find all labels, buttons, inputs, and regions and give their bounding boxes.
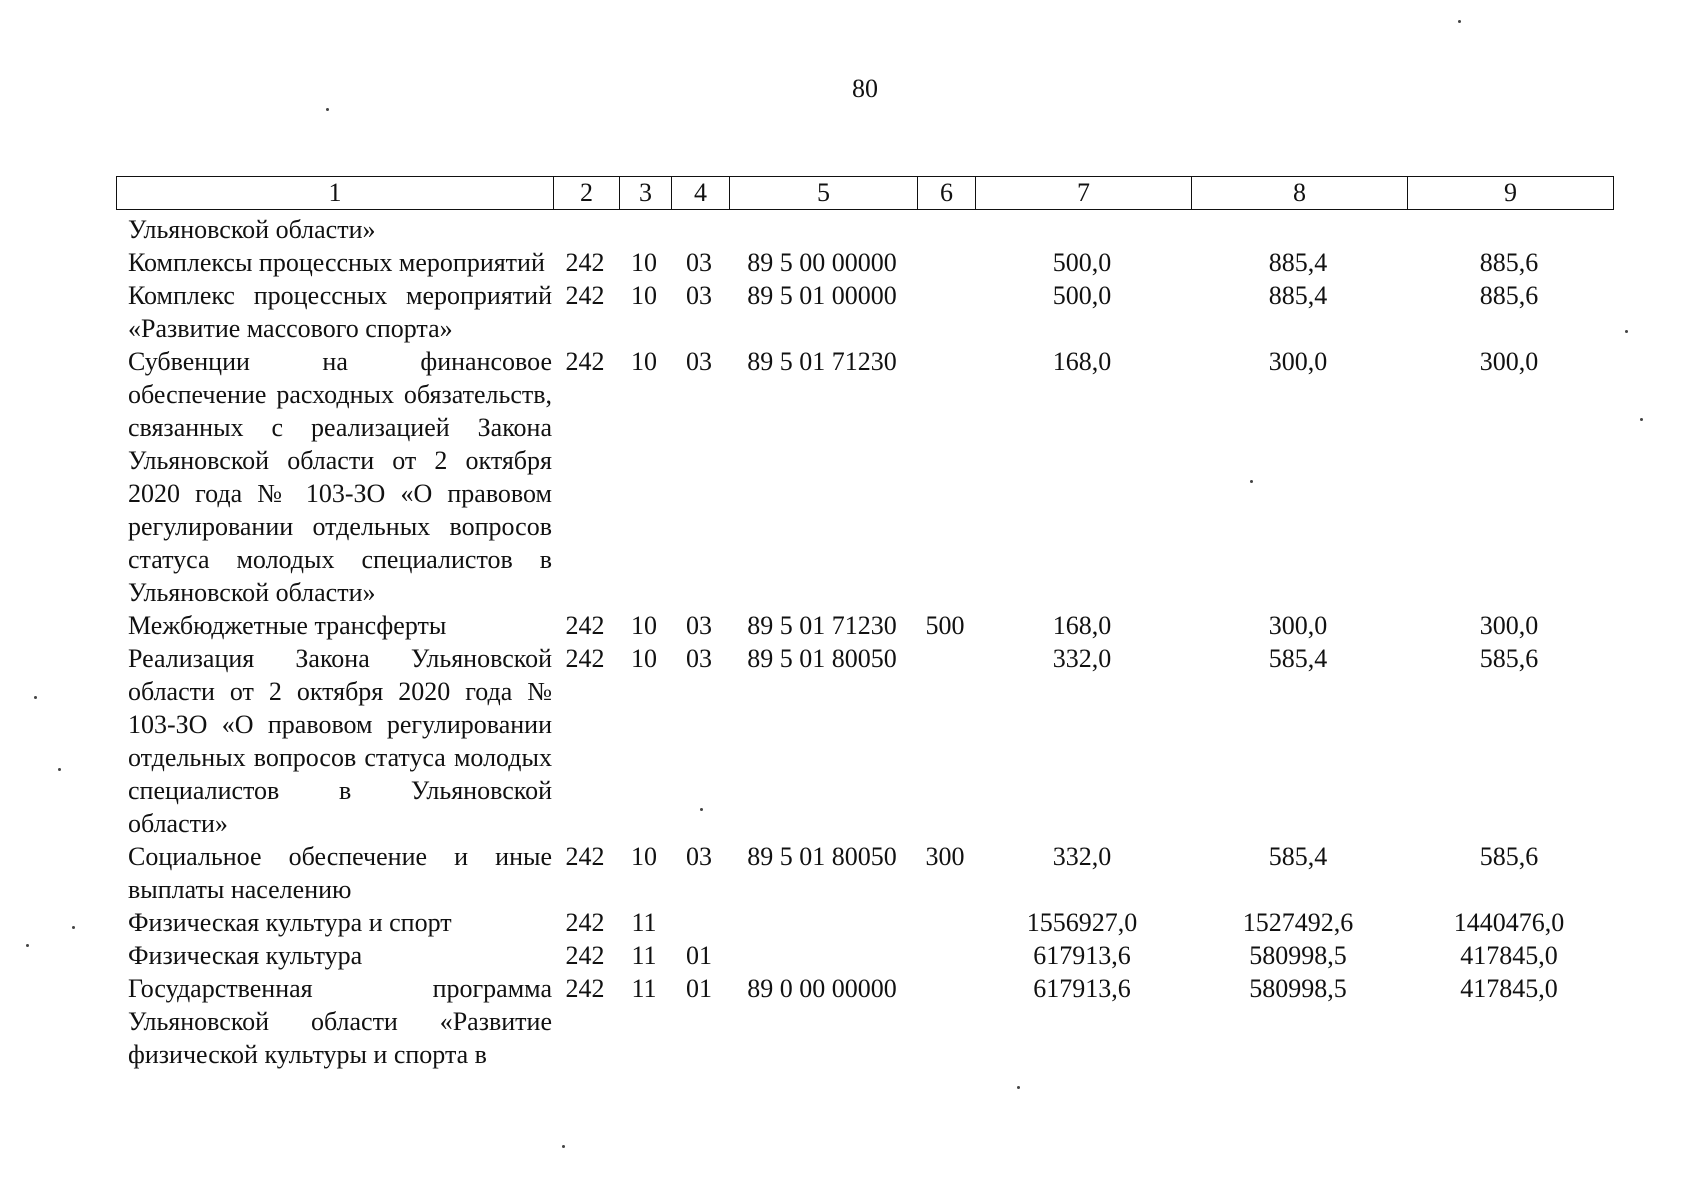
table-row bbox=[116, 642, 1612, 840]
col-9-value: 300,0 bbox=[1479, 611, 1539, 640]
col-3-value: 11 bbox=[631, 974, 657, 1003]
scan-speck bbox=[1250, 480, 1253, 483]
header-col-4: 4 bbox=[671, 177, 729, 209]
col-5-value bbox=[728, 906, 916, 939]
col-8-value: 300,0 bbox=[1268, 611, 1328, 640]
header-col-8: 8 bbox=[1191, 177, 1407, 209]
table-row bbox=[116, 906, 1612, 939]
table-row bbox=[116, 213, 1612, 246]
col-2-value: 242 bbox=[565, 347, 605, 376]
col-7-value: 332,0 bbox=[1052, 842, 1112, 871]
row-name: Комплекс процессных мероприятий «Развитие массового спорта» bbox=[128, 281, 552, 343]
col-5-value bbox=[728, 939, 916, 972]
col-7-value: 500,0 bbox=[1052, 281, 1112, 310]
col-8-value: 580998,5 bbox=[1249, 974, 1347, 1003]
col-4-value: 03 bbox=[686, 347, 712, 376]
col-9-value bbox=[1406, 213, 1612, 246]
row-name: Комплексы процессных мероприятий bbox=[128, 248, 545, 277]
col-8-value: 300,0 bbox=[1268, 347, 1328, 376]
header-col-6: 6 bbox=[917, 177, 975, 209]
header-col-1: 1 bbox=[328, 178, 342, 207]
col-6-value: 500 bbox=[925, 611, 965, 640]
col-7-value: 168,0 bbox=[1052, 611, 1112, 640]
table-row bbox=[116, 609, 1612, 642]
header-col-9: 9 bbox=[1407, 177, 1613, 209]
row-name: Субвенции на финансовое обеспечение расходных обязательств, связанных с реализацией Закона Ульяновской области от 2 октября 2020 года № 103-ЗО «О правовом регулировании отдельных вопросов статуса молодых специалистов в Ульяновской области» bbox=[128, 347, 552, 607]
col-5-value: 89 5 01 71230 bbox=[747, 611, 897, 640]
col-6-value bbox=[916, 642, 974, 840]
table-header bbox=[116, 176, 1614, 210]
col-7-value: 1556927,0 bbox=[1026, 908, 1138, 937]
col-3-value bbox=[618, 213, 670, 246]
page-number: 80 bbox=[852, 74, 878, 103]
col-2-value: 242 bbox=[565, 281, 605, 310]
scan-speck bbox=[1458, 20, 1461, 23]
col-4-value: 03 bbox=[686, 248, 712, 277]
scan-speck bbox=[562, 1145, 565, 1148]
col-8-value bbox=[1190, 213, 1406, 246]
table-row bbox=[116, 972, 1612, 1071]
scan-speck bbox=[1625, 330, 1628, 333]
col-4-value: 03 bbox=[686, 281, 712, 310]
scan-speck bbox=[34, 696, 37, 699]
col-6-value bbox=[916, 279, 974, 345]
col-5-value: 89 5 00 00000 bbox=[747, 248, 897, 277]
col-2-value: 242 bbox=[565, 974, 605, 1003]
col-7-value: 500,0 bbox=[1052, 248, 1112, 277]
col-2-value bbox=[552, 213, 618, 246]
table-row bbox=[116, 345, 1612, 609]
col-9-value: 885,6 bbox=[1479, 248, 1539, 277]
col-5-value bbox=[728, 213, 916, 246]
col-2-value: 242 bbox=[565, 248, 605, 277]
col-7-value: 617913,6 bbox=[1033, 974, 1131, 1003]
col-4-value bbox=[670, 906, 728, 939]
col-9-value: 885,6 bbox=[1479, 281, 1539, 310]
scan-speck bbox=[26, 944, 29, 947]
col-3-value: 10 bbox=[631, 347, 657, 376]
col-6-value: 300 bbox=[925, 842, 965, 871]
col-3-value: 10 bbox=[631, 248, 657, 277]
col-2-value: 242 bbox=[565, 644, 605, 673]
col-5-value: 89 5 01 80050 bbox=[747, 842, 897, 871]
col-6-value bbox=[916, 972, 974, 1071]
col-7-value bbox=[974, 213, 1190, 246]
col-6-value bbox=[916, 906, 974, 939]
scan-speck bbox=[72, 926, 75, 929]
col-3-value: 10 bbox=[631, 842, 657, 871]
table-body bbox=[116, 213, 1612, 1071]
col-4-value: 03 bbox=[686, 644, 712, 673]
col-6-value bbox=[916, 246, 974, 279]
row-name: Социальное обеспечение и иные выплаты населению bbox=[128, 842, 552, 904]
col-5-value: 89 5 01 71230 bbox=[747, 347, 897, 376]
row-name: Ульяновской области» bbox=[128, 215, 376, 244]
table-row bbox=[116, 279, 1612, 345]
col-9-value: 417845,0 bbox=[1460, 941, 1558, 970]
col-8-value: 885,4 bbox=[1268, 248, 1328, 277]
col-8-value: 580998,5 bbox=[1249, 941, 1347, 970]
col-2-value: 242 bbox=[565, 842, 605, 871]
table-row bbox=[116, 840, 1612, 906]
header-col-5: 5 bbox=[729, 177, 917, 209]
scan-speck bbox=[1640, 418, 1643, 421]
col-5-value: 89 5 01 00000 bbox=[747, 281, 897, 310]
col-7-value: 168,0 bbox=[1052, 347, 1112, 376]
header-col-2: 2 bbox=[553, 177, 619, 209]
col-6-value bbox=[916, 345, 974, 609]
row-name: Реализация Закона Ульяновской области от 2 октября 2020 года № 103-ЗО «О правовом регулировании отдельных вопросов статуса молодых специалистов в Ульяновской области» bbox=[128, 644, 552, 838]
col-8-value: 1527492,6 bbox=[1242, 908, 1354, 937]
table-row bbox=[116, 939, 1612, 972]
col-9-value: 1440476,0 bbox=[1453, 908, 1565, 937]
table-row bbox=[116, 246, 1612, 279]
col-4-value: 01 bbox=[686, 941, 712, 970]
col-4-value: 03 bbox=[686, 611, 712, 640]
scan-speck bbox=[326, 108, 329, 111]
col-7-value: 617913,6 bbox=[1033, 941, 1131, 970]
col-4-value bbox=[670, 213, 728, 246]
col-5-value: 89 5 01 80050 bbox=[747, 644, 897, 673]
col-2-value: 242 bbox=[565, 611, 605, 640]
col-6-value bbox=[916, 213, 974, 246]
col-5-value: 89 0 00 00000 bbox=[747, 974, 897, 1003]
col-3-value: 10 bbox=[631, 611, 657, 640]
col-7-value: 332,0 bbox=[1052, 644, 1112, 673]
row-name: Межбюджетные трансферты bbox=[128, 611, 447, 640]
col-3-value: 10 bbox=[631, 644, 657, 673]
col-9-value: 417845,0 bbox=[1460, 974, 1558, 1003]
col-6-value bbox=[916, 939, 974, 972]
row-name: Государственная программа Ульяновской области «Развитие физической культуры и спорта в bbox=[128, 974, 552, 1069]
col-3-value: 10 bbox=[631, 281, 657, 310]
col-3-value: 11 bbox=[631, 941, 657, 970]
col-3-value: 11 bbox=[631, 908, 657, 937]
col-2-value: 242 bbox=[565, 941, 605, 970]
col-8-value: 885,4 bbox=[1268, 281, 1328, 310]
col-9-value: 585,6 bbox=[1479, 842, 1539, 871]
scan-speck bbox=[700, 808, 703, 811]
header-col-7: 7 bbox=[975, 177, 1191, 209]
scan-speck bbox=[58, 768, 61, 771]
col-8-value: 585,4 bbox=[1268, 644, 1328, 673]
header-col-3: 3 bbox=[619, 177, 671, 209]
col-4-value: 03 bbox=[686, 842, 712, 871]
col-4-value: 01 bbox=[686, 974, 712, 1003]
col-9-value: 585,6 bbox=[1479, 644, 1539, 673]
col-9-value: 300,0 bbox=[1479, 347, 1539, 376]
scan-speck bbox=[1017, 1086, 1020, 1089]
row-name: Физическая культура и спорт bbox=[128, 908, 452, 937]
col-8-value: 585,4 bbox=[1268, 842, 1328, 871]
col-2-value: 242 bbox=[565, 908, 605, 937]
row-name: Физическая культура bbox=[128, 941, 363, 970]
